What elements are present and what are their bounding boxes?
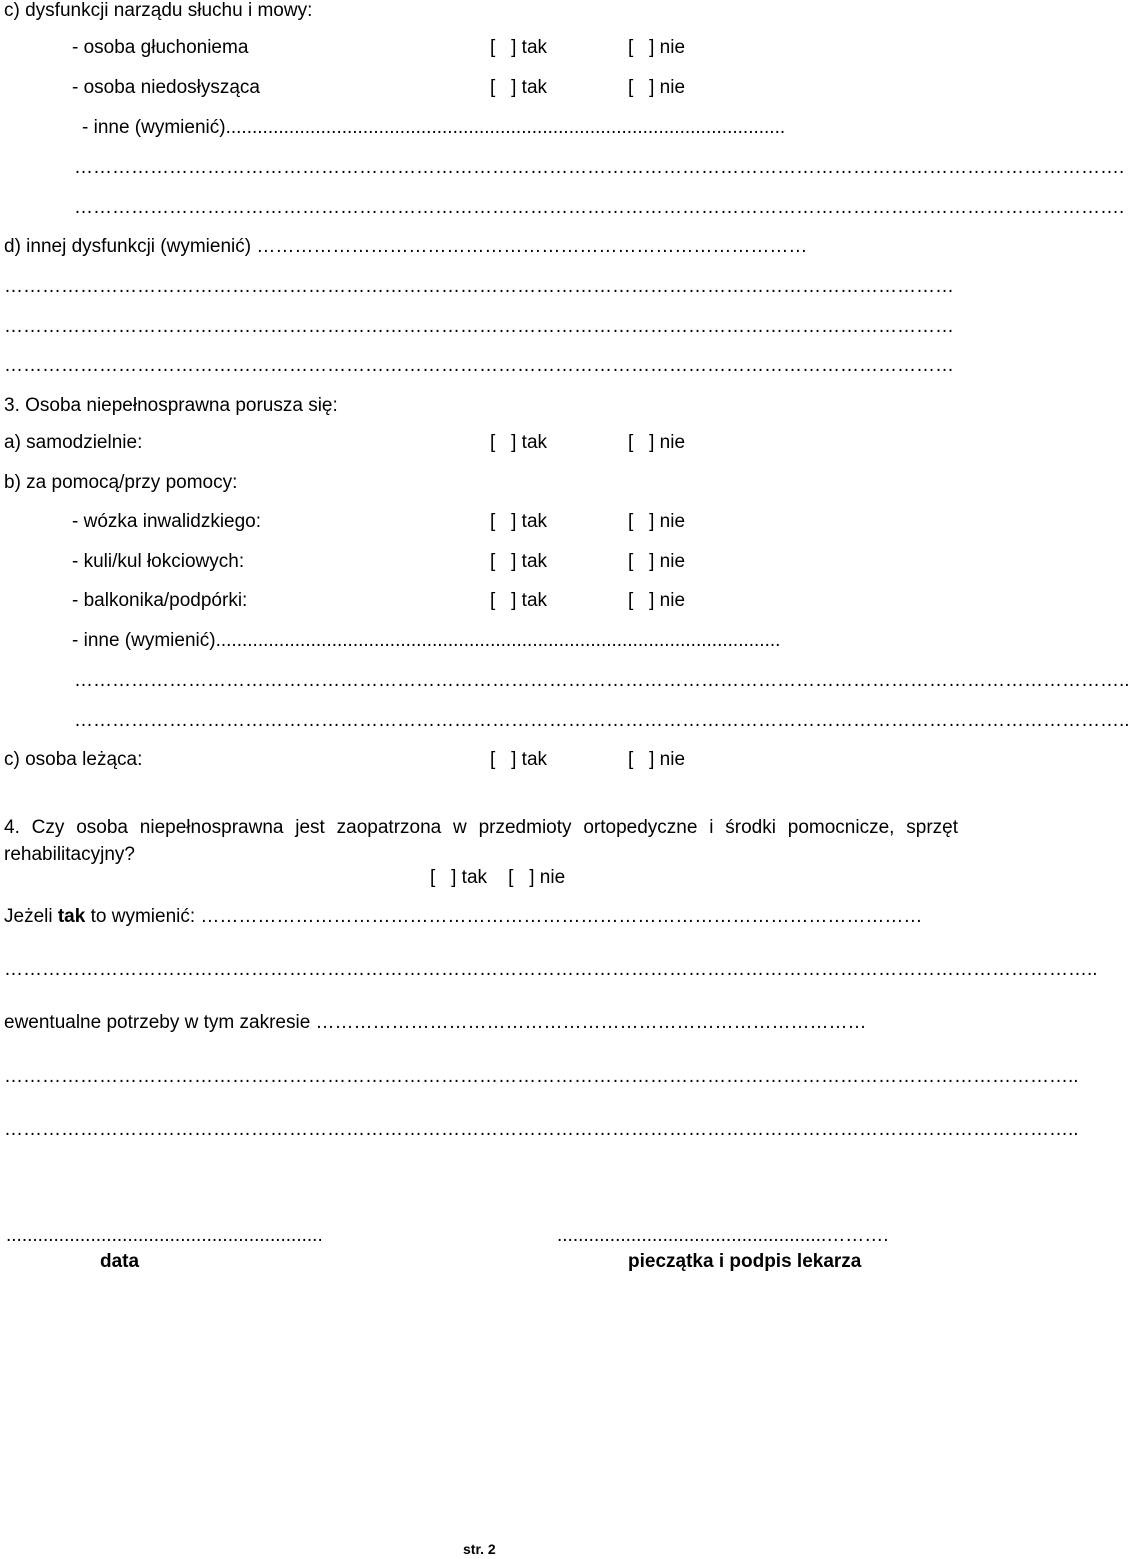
checkbox-tak-kule[interactable]: [ ] tak [490,551,548,572]
fill-line-c-1[interactable]: …………………………………………………………………………………………………………………………………………………. [74,157,1125,178]
other-field-c[interactable]: - inne (wymienić).......................................................................................................... [82,117,786,138]
date-label: data [100,1251,140,1272]
checkbox-tak-lezaca[interactable]: [ ] tak [490,749,548,770]
fill-line-4-2[interactable]: …………………………………………………………………………………………………………………………………………………….. [4,1066,1079,1087]
section-4-answer[interactable]: [ ] tak [ ] nie [430,867,566,888]
fill-line-d-2[interactable]: …………………………………………………………………………………………………………………………………… [4,316,954,337]
page-number: str. 2 [463,1541,496,1557]
item-label-kule: - kuli/kul łokciowych: [72,551,245,572]
checkbox-nie-wozek[interactable]: [ ] nie [628,511,686,532]
item-label-balkonik: - balkonika/podpórki: [72,590,248,611]
date-field[interactable]: ............................................................ [6,1225,323,1246]
checkbox-nie-lezaca[interactable]: [ ] nie [628,749,686,770]
fill-line-3b-2[interactable]: ………………………………………………………………………………………………………………………………………………….. [74,710,1130,731]
checkbox-nie-kule[interactable]: [ ] nie [628,551,686,572]
section-4-question: 4. Czy osoba niepełnosprawna jest zaopatrzona w przedmioty ortopedyczne i środki pomocnicze, sprzęt rehabilitacyjny? [4,817,958,865]
item-label-gluchoniema: - osoba głuchoniema [72,37,249,58]
if-yes-post: to wymienić: …………………………………………………………………………………………………… [85,906,923,927]
section-3b-heading: b) za pomocą/przy pomocy: [4,472,238,493]
signature-field[interactable]: ...................................................………. [557,1225,889,1246]
checkbox-nie-balkonik[interactable]: [ ] nie [628,590,686,611]
checkbox-tak-niedoslyszaca[interactable]: [ ] tak [490,77,548,98]
fill-line-d-3[interactable]: …………………………………………………………………………………………………………………………………… [4,355,954,376]
fill-line-c-2[interactable]: …………………………………………………………………………………………………………………………………………………. [74,197,1125,218]
fill-line-3b-1[interactable]: ………………………………………………………………………………………………………………………………………………….. [74,670,1130,691]
checkbox-nie-gluchoniema[interactable]: [ ] nie [628,37,686,58]
fill-line-d-1[interactable]: …………………………………………………………………………………………………………………………………… [4,276,954,297]
item-label-niedoslyszaca: - osoba niedosłysząca [72,77,260,98]
section-c-heading: c) dysfunkcji narządu słuchu i mowy: [4,0,313,21]
item-label-lezaca: c) osoba leżąca: [4,749,143,770]
checkbox-tak-gluchoniema[interactable]: [ ] tak [490,37,548,58]
checkbox-nie-niedoslyszaca[interactable]: [ ] nie [628,77,686,98]
item-label-wozek: - wózka inwalidzkiego: [72,511,262,532]
if-yes-pre: Jeżeli [4,906,58,927]
if-yes-line[interactable] [4,906,954,928]
other-field-3b[interactable]: - inne (wymienić)........................................................................................................... [72,630,781,651]
item-label-samodzielnie: a) samodzielnie: [4,432,143,453]
fill-line-4-3[interactable]: …………………………………………………………………………………………………………………………………………………….. [4,1119,1079,1140]
fill-line-4-1[interactable]: ……………………………………………………………………………………………………………………………………………………….. [4,959,1098,980]
section-d-heading[interactable]: d) innej dysfunkcji (wymienić) …………………………………………………………………………… [4,236,808,257]
needs-line[interactable]: ewentualne potrzeby w tym zakresie …………………………………………………………………………… [4,1012,867,1033]
if-yes-bold: tak [57,906,86,927]
checkbox-tak-samodzielnie[interactable]: [ ] tak [490,432,548,453]
checkbox-nie-samodzielnie[interactable]: [ ] nie [628,432,686,453]
checkbox-tak-wozek[interactable]: [ ] tak [490,511,548,532]
signature-label: pieczątka i podpis lekarza [628,1251,862,1272]
checkbox-tak-balkonik[interactable]: [ ] tak [490,590,548,611]
section-3-heading: 3. Osoba niepełnosprawna porusza się: [4,395,338,416]
